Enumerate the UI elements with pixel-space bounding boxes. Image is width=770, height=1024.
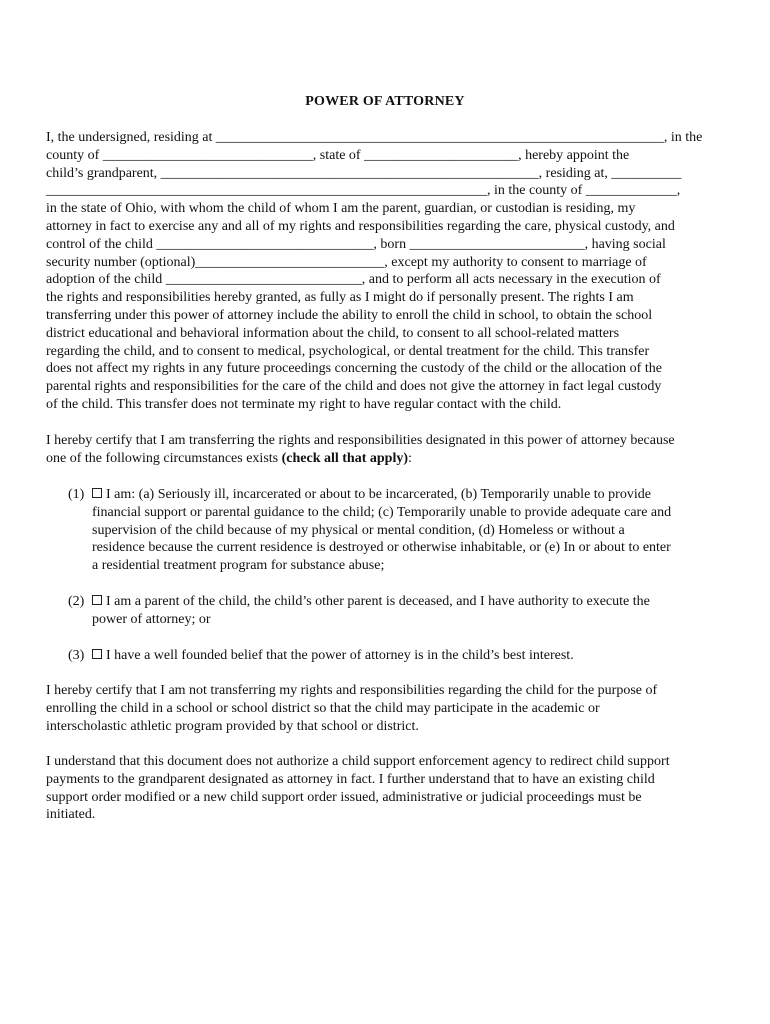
intro-line: security number (optional)___________________________, except my authority to consent to marriage of: [46, 254, 647, 270]
option-line: financial support or parental guidance to the child; (c) Temporarily unable to provide adequate care and: [92, 504, 672, 520]
certify-bold: (check all that apply): [281, 450, 408, 466]
intro-line: county of ______________________________, state of ______________________, hereby appoint the: [46, 147, 630, 163]
intro-line: in the state of Ohio, with whom the child of whom I am the parent, guardian, or custodian is residing, my: [46, 201, 636, 217]
intro-line: district educational and behavioral information about the child, to consent to all school-related matters: [46, 325, 620, 341]
intro-line: attorney in fact to exercise any and all of my rights and responsibilities regarding the care, physical custody, and: [46, 218, 675, 234]
intro-line: the rights and responsibilities hereby granted, as fully as I might do if personally present. The rights I am: [46, 290, 634, 306]
paragraph-line: I hereby certify that I am not transferring my rights and responsibilities regarding the child for the purpose of: [46, 683, 658, 698]
certify-line: one of the following circumstances exists (check all that apply):: [46, 450, 412, 466]
intro-line: of the child. This transfer does not terminate my right to have regular contact with the child.: [46, 396, 562, 412]
understand-paragraph: [46, 753, 726, 824]
checkbox-1[interactable]: [92, 488, 102, 498]
intro-paragraph: [46, 129, 726, 414]
paragraph-line: enrolling the child in a school or school district so that the child may participate in the academic or: [46, 700, 600, 716]
option-line: a residential treatment program for substance abuse;: [92, 558, 385, 574]
intro-line: _______________________________________________________________, in the county of _____________,: [46, 183, 681, 199]
intro-line: child’s grandparent, ______________________________________________________, residing at, __________: [46, 165, 682, 181]
paragraph-line: initiated.: [46, 807, 96, 823]
intro-line: transferring under this power of attorney include the ability to enroll the child in school, to obtain the school: [46, 307, 653, 323]
not-transferring-paragraph: [46, 682, 726, 735]
paragraph-line: I understand that this document does not authorize a child support enforcement agency to redirect child support: [46, 754, 670, 769]
intro-line: adoption of the child ____________________________, and to perform all acts necessary in the execution of: [46, 272, 661, 288]
option-line: supervision of the child because of my physical or mental condition, (d) Homeless or without a: [92, 522, 625, 538]
intro-line: does not affect my rights in any future proceedings concerning the custody of the child or the allocation of the: [46, 361, 662, 377]
option-line: I am a parent of the child, the child’s other parent is deceased, and I have authority to execute the: [92, 593, 728, 611]
certify-line: I hereby certify that I am transferring the rights and responsibilities designated in this power of attorney because: [46, 433, 675, 448]
checkbox-2[interactable]: [92, 595, 102, 605]
option-number: (3): [68, 648, 85, 663]
paragraph-line: interscholastic athletic program provided by that school or district.: [46, 718, 419, 734]
paragraph-line: support order modified or a new child support order issued, administrative or judicial proceedings must be: [46, 789, 642, 805]
option-number: (2): [68, 594, 85, 609]
document-title: POWER OF ATTORNEY: [305, 94, 465, 109]
option-line: I have a well founded belief that the power of attorney is in the child’s best interest.: [92, 647, 728, 665]
option-line: I am: (a) Seriously ill, incarcerated or about to be incarcerated, (b) Temporarily unable to provide: [92, 486, 728, 504]
option-line: residence because the current residence is destroyed or otherwise inhabitable, or (e) In or about to enter: [92, 540, 671, 556]
intro-line: regarding the child, and to consent to medical, psychological, or dental treatment for the child. This transfer: [46, 343, 650, 359]
paragraph-line: payments to the grandparent designated as attorney in fact. I further understand that to have an existing child: [46, 771, 655, 787]
checkbox-3[interactable]: [92, 649, 102, 659]
intro-line: control of the child _______________________________, born _________________________, having social: [46, 236, 666, 252]
option-line: power of attorney; or: [92, 611, 211, 627]
option-number: (1): [68, 487, 85, 502]
certify-paragraph: [46, 432, 726, 468]
intro-line: I, the undersigned, residing at ________________________________________________________________, in the: [46, 130, 703, 145]
intro-line: parental rights and responsibilities for the care of the child and does not give the attorney in fact legal custody: [46, 379, 662, 395]
